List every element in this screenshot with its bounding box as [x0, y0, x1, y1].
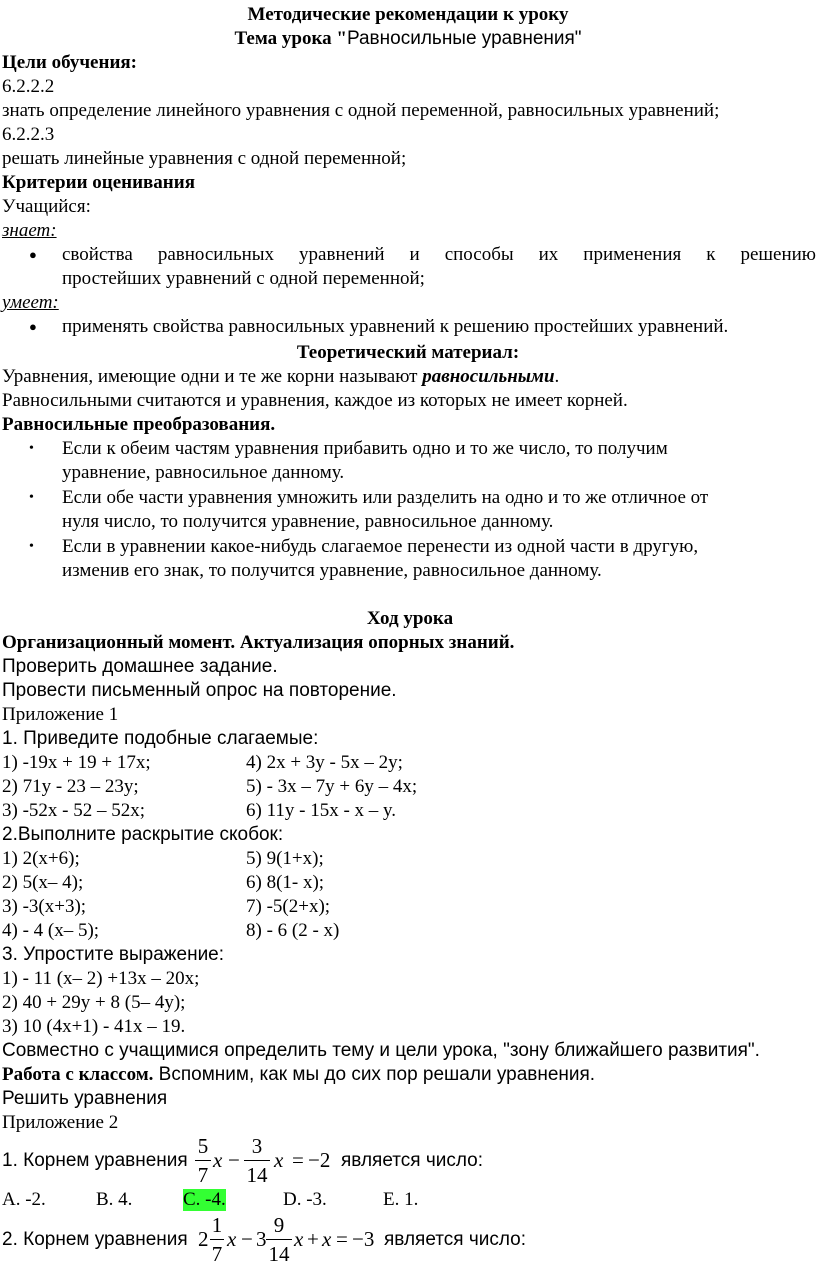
fraction-numerator: 9 [273, 1213, 285, 1237]
question-suffix: является число: [384, 1229, 526, 1250]
appendix-label: Приложение 2 [2, 1112, 119, 1133]
lesson-step: Провести письменный опрос на повторение. [2, 680, 397, 701]
math-variable: x [274, 1148, 284, 1172]
question-suffix: является число: [341, 1150, 483, 1171]
fraction-denominator: 14 [268, 1242, 290, 1266]
knows-item-line: простейших уравнений с одной переменной; [62, 268, 425, 289]
task-title: 1. Приведите подобные слагаемые: [2, 728, 319, 749]
fraction-bar [244, 1160, 270, 1161]
transform-line: нуля число, то получится уравнение, равносильное данному. [62, 511, 554, 532]
task-item: 2) 40 + 29y + 8 (5– 4y); [2, 992, 186, 1013]
task-item: 5) - 3x – 7y + 6y – 4x; [246, 776, 418, 797]
knows-item-line: свойства равносильных уравнений и способы их применения к решению [62, 244, 816, 265]
lesson-topic [0, 28, 816, 50]
bullet-icon: ● [29, 247, 37, 262]
can-item: применять свойства равносильных уравнений к решению простейших уравнений. [62, 316, 729, 337]
theory-text: . [554, 366, 560, 387]
answer-option: A. -2. [2, 1189, 46, 1210]
task-item: 1) -19x + 19 + 17x; [2, 752, 151, 773]
math-operator: + [307, 1227, 319, 1251]
fraction-bar [210, 1239, 224, 1240]
goal-text: знать определение линейного уравнения с одной переменной, равносильных уравнений; [2, 100, 720, 121]
math-variable: x [294, 1227, 304, 1251]
task-item: 2) 71y - 23 – 23y; [2, 776, 139, 797]
task-item: 3) 10 (4x+1) - 41x – 19. [2, 1016, 186, 1037]
transform-line: Если обе части уравнения умножить или разделить на одно и то же отличное от [62, 487, 709, 508]
transform-line: уравнение, равносильное данному. [62, 462, 345, 483]
class-work [2, 1064, 595, 1086]
criteria-heading: Критерии оценивания [2, 172, 195, 193]
fraction-denominator: 7 [197, 1163, 209, 1187]
transform-line: Если в уравнении какое-нибудь слагаемое перенести из одной части в другую, [62, 536, 699, 557]
math-variable: x [322, 1227, 332, 1251]
task-item: 1) 2(x+6); [2, 848, 80, 869]
stage-heading: Организационный момент. Актуализация опорных знаний. [2, 632, 515, 653]
lesson-heading: Ход урока [366, 608, 454, 629]
fraction-numerator: 1 [211, 1213, 223, 1237]
fraction-bar [195, 1160, 211, 1161]
theory-paragraph: Равносильными считаются и уравнения, каждое из которых не имеет корней. [2, 390, 628, 411]
question-prompt: 2. Корнем уравнения [2, 1229, 188, 1250]
task-item: 8) - 6 (2 - x) [246, 920, 340, 941]
theory-term: равносильными [422, 366, 555, 387]
math-whole: 3 [256, 1227, 267, 1251]
student-label: Учащийся: [2, 196, 91, 217]
knows-label: знает: [2, 220, 57, 241]
goal-code: 6.2.2.3 [2, 124, 55, 145]
math-operator: − [241, 1227, 253, 1251]
goal-text: решать линейные уравнения с одной переменной; [2, 148, 407, 169]
fraction-numerator: 5 [197, 1134, 209, 1158]
math-value: −2 [308, 1148, 331, 1172]
answer-option-highlighted: C. -4. [183, 1189, 226, 1210]
fraction-numerator: 3 [251, 1134, 263, 1158]
task-item: 3) -3(x+3); [2, 896, 87, 917]
math-operator: − [228, 1148, 240, 1172]
lesson-step: Решить уравнения [2, 1088, 168, 1109]
goal-code: 6.2.2.2 [2, 76, 55, 97]
bullet-icon: • [29, 490, 34, 505]
math-value: −3 [352, 1227, 375, 1251]
transform-line: изменив его знак, то получится уравнение, равносильное данному. [62, 560, 602, 581]
goals-heading: Цели обучения: [2, 52, 137, 73]
answer-option: D. -3. [283, 1189, 327, 1210]
task-title: 2.Выполните раскрытие скобок: [2, 824, 284, 845]
transform-line: Если к обеим частям уравнения прибавить одно и то же число, то получим [62, 438, 668, 459]
fraction-denominator: 7 [211, 1242, 223, 1266]
task-item: 4) - 4 (x– 5); [2, 920, 100, 941]
math-variable: x [227, 1227, 237, 1251]
fraction-denominator: 14 [246, 1163, 268, 1187]
math-operator: = [292, 1148, 304, 1172]
bullet-icon: • [29, 441, 34, 456]
bullet-icon: ● [29, 319, 37, 334]
lesson-step: Проверить домашнее задание. [2, 656, 278, 677]
lesson-step: Совместно с учащимися определить тему и цели урока, "зону ближайшего развития". [2, 1040, 760, 1061]
task-item: 6) 11y - 15x - x – y. [246, 800, 397, 821]
math-operator: = [336, 1227, 348, 1251]
class-work-label: Работа с классом. [2, 1064, 154, 1085]
fraction-bar [266, 1239, 292, 1240]
task-item: 1) - 11 (x– 2) +13x – 20x; [2, 968, 200, 989]
theory-paragraph [2, 366, 559, 388]
theory-text: Уравнения, имеющие одни и те же корни называют [2, 366, 423, 387]
task-item: 7) -5(2+x); [246, 896, 331, 917]
task-item: 5) 9(1+x); [246, 848, 324, 869]
task-item: 4) 2x + 3y - 5x – 2y; [246, 752, 403, 773]
document-title: Методические рекомендации к уроку [247, 4, 569, 25]
math-variable: x [213, 1148, 223, 1172]
answer-option: E. 1. [383, 1189, 419, 1210]
math-whole: 2 [198, 1227, 209, 1251]
task-title: 3. Упростите выражение: [2, 944, 225, 965]
topic-label: Тема урока " [234, 28, 347, 49]
task-item: 6) 8(1- x); [246, 872, 325, 893]
can-label: умеет: [2, 292, 59, 313]
class-work-text: Вспомним, как мы до сих пор решали уравнения. [153, 1064, 596, 1085]
answer-option: B. 4. [96, 1189, 133, 1210]
topic-text: Равносильные уравнения" [346, 28, 582, 49]
appendix-label: Приложение 1 [2, 704, 119, 725]
bullet-icon: • [29, 539, 34, 554]
transforms-heading: Равносильные преобразования. [2, 414, 276, 435]
theory-heading: Теоретический материал: [296, 342, 520, 363]
task-item: 3) -52x - 52 – 52x; [2, 800, 146, 821]
question-prompt: 1. Корнем уравнения [2, 1150, 188, 1171]
task-item: 2) 5(x– 4); [2, 872, 84, 893]
